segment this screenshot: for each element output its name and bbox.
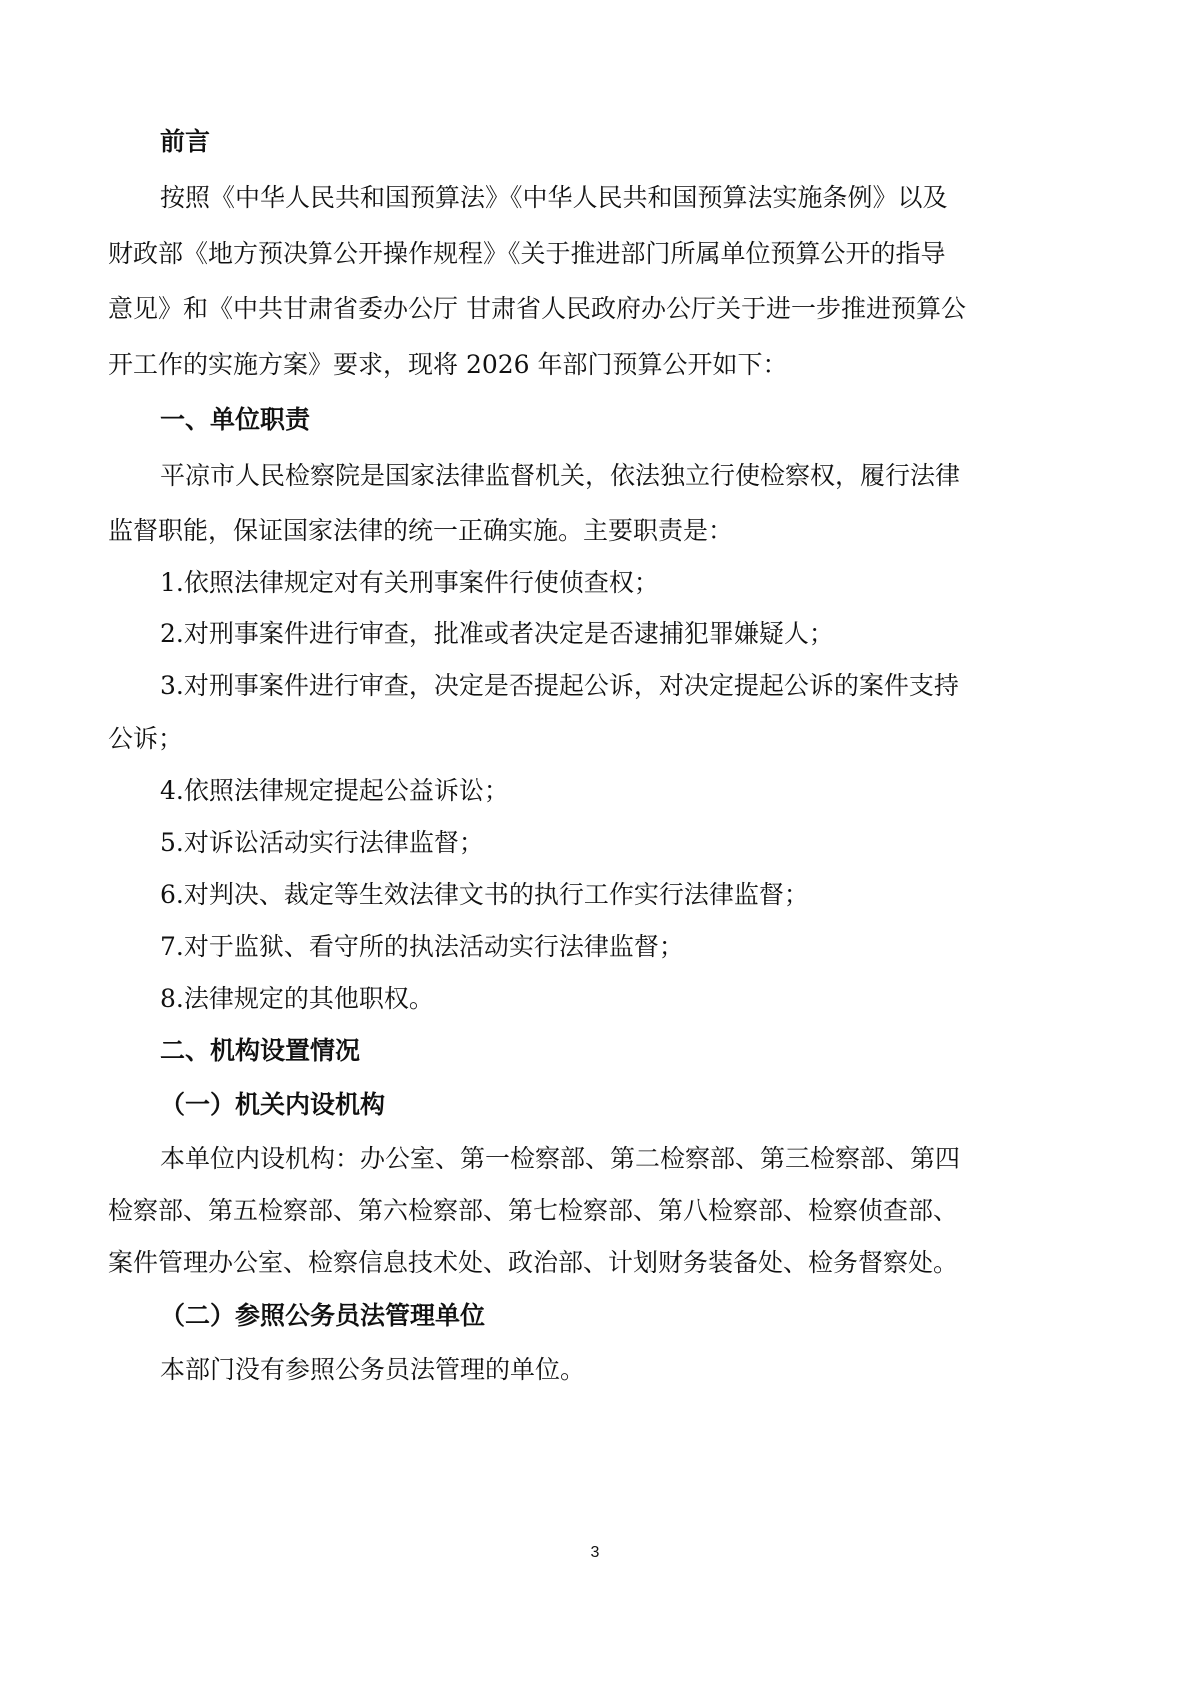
preface-heading: 前言: [160, 127, 211, 156]
duty-item: 8.法律规定的其他职权。: [160, 984, 434, 1013]
duty-item: 1.依照法律规定对有关刑事案件行使侦查权；: [160, 568, 659, 597]
subsection-heading-civil-servant-units: （二）参照公务员法管理单位: [160, 1301, 486, 1330]
page-number: 3: [590, 1544, 600, 1561]
duty-item-continuation: 公诉；: [108, 724, 184, 753]
duty-item: 6.对判决、裁定等生效法律文书的执行工作实行法律监督；: [160, 880, 809, 909]
paragraph-line: 意见》和《中共甘肃省委办公厅 甘肃省人民政府办公厅关于进一步推进预算公: [108, 294, 966, 323]
duty-item: 5.对诉讼活动实行法律监督；: [160, 828, 484, 857]
section-heading-organization: 二、机构设置情况: [160, 1036, 361, 1065]
paragraph-line: 按照《中华人民共和国预算法》《中华人民共和国预算法实施条例》以及: [160, 183, 948, 212]
duty-item: 3.对刑事案件进行审查，决定是否提起公诉，对决定提起公诉的案件支持: [160, 671, 959, 700]
paragraph-line: 本单位内设机构：办公室、第一检察部、第二检察部、第三检察部、第四: [160, 1144, 961, 1173]
paragraph-line: 开工作的实施方案》要求，现将 2026 年部门预算公开如下：: [108, 350, 788, 379]
duty-item: 2.对刑事案件进行审查，批准或者决定是否逮捕犯罪嫌疑人；: [160, 619, 834, 648]
duty-item: 4.依照法律规定提起公益诉讼；: [160, 776, 509, 805]
paragraph-line: 监督职能，保证国家法律的统一正确实施。主要职责是：: [108, 516, 734, 545]
paragraph-line: 财政部《地方预决算公开操作规程》《关于推进部门所属单位预算公开的指导: [108, 239, 946, 268]
paragraph-line: 本部门没有参照公务员法管理的单位。: [160, 1355, 586, 1384]
subsection-heading-internal-units: （一）机关内设机构: [160, 1090, 386, 1119]
paragraph-line: 检察部、第五检察部、第六检察部、第七检察部、第八检察部、检察侦查部、: [108, 1196, 959, 1225]
paragraph-line: 案件管理办公室、检察信息技术处、政治部、计划财务装备处、检务督察处。: [108, 1248, 959, 1277]
section-heading-duties: 一、单位职责: [160, 405, 311, 434]
duty-item: 7.对于监狱、看守所的执法活动实行法律监督；: [160, 932, 684, 961]
paragraph-line: 平凉市人民检察院是国家法律监督机关，依法独立行使检察权，履行法律: [160, 461, 961, 490]
